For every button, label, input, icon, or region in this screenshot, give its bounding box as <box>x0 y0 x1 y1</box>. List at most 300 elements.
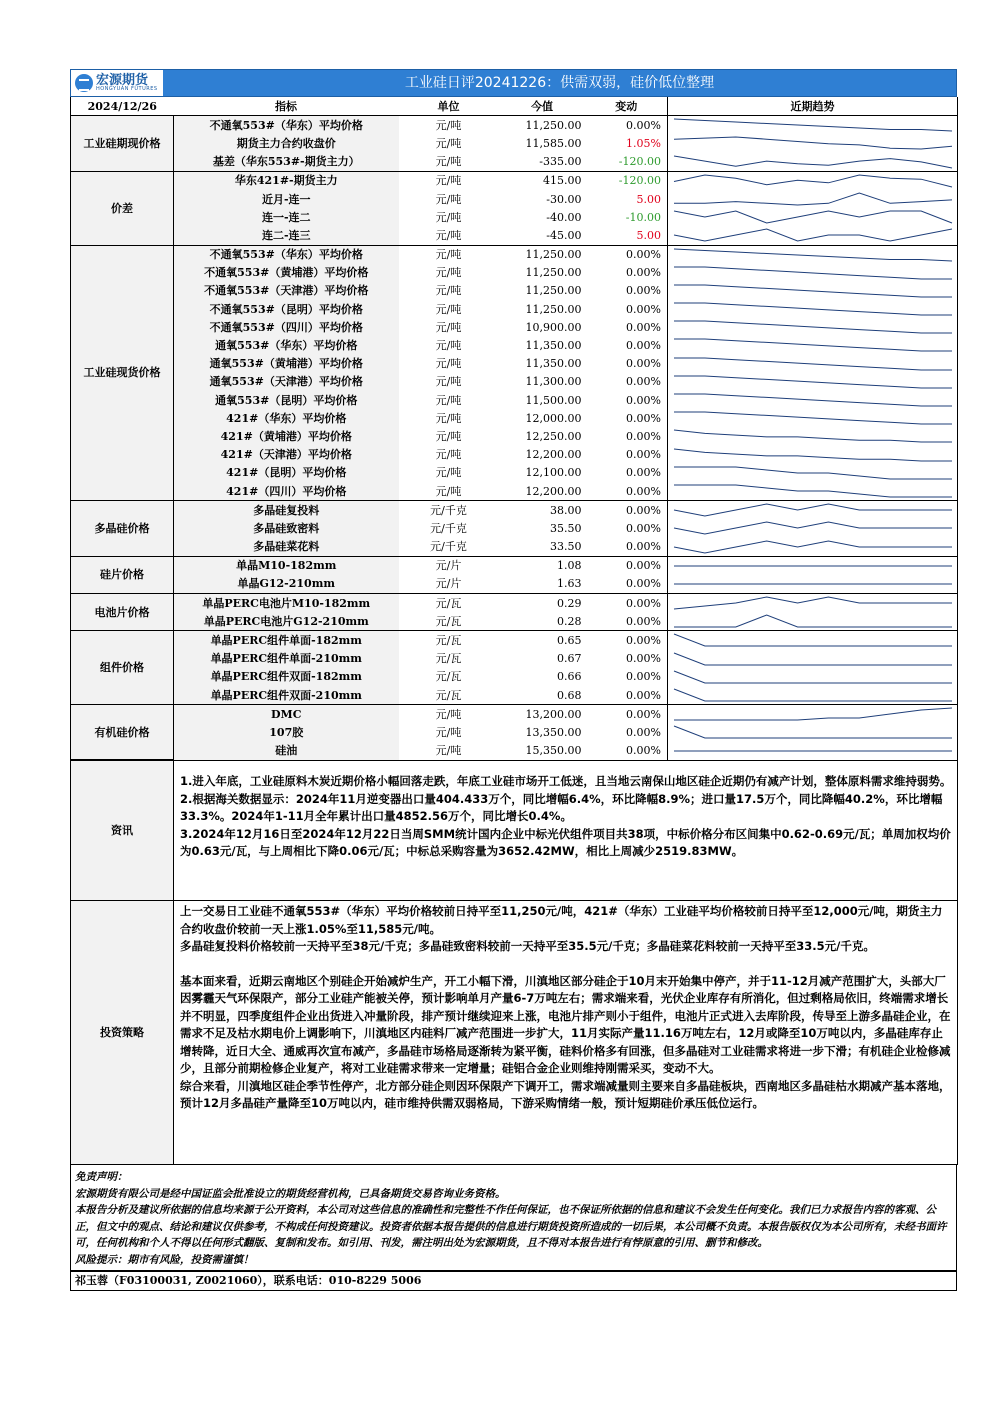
value-cell: 33.50 <box>550 540 582 554</box>
value-cell: 11,250.00 <box>525 302 582 316</box>
table-row <box>71 575 958 594</box>
value-cell: 35.50 <box>550 521 582 535</box>
table-row <box>71 446 958 464</box>
unit-cell: 元/吨 <box>435 725 462 739</box>
change-cell: 0.00% <box>626 652 661 666</box>
change-cell: 0.00% <box>626 284 661 298</box>
sparkline-cell <box>668 318 958 336</box>
sparkline <box>668 300 958 318</box>
value-cell: 1.63 <box>557 577 582 591</box>
report-header <box>70 69 957 97</box>
unit-cell: 元/吨 <box>435 136 462 150</box>
value-cell: 0.65 <box>499 631 586 650</box>
indicator-name: 连二-连三 <box>174 226 399 245</box>
news-label: 资讯 <box>71 761 174 901</box>
sparkline-cell <box>668 594 958 613</box>
category-label: 工业硅现货价格 <box>71 245 174 501</box>
news-paragraph: 1.进入年底，工业硅原料木炭近期价格小幅回落走跌，年底工业硅市场开工低迷，且当地云南保山地区硅企近期仍有减产计划，整体原料需求维持弱势。 <box>180 774 952 789</box>
unit-cell: 元/吨 <box>399 116 499 135</box>
news-paragraph: 3.2024年12月16日至2024年12月22日当周SMM统计国内企业中标光伏组件项目共38项，中标价格分布区间集中0.62-0.69元/瓦；单周加权均价为0.63元/瓦，与上周相比下降0.06元/瓦；中标总采购容量为3652.42MW，相比上周减少2519.83MW。 <box>180 826 951 859</box>
sparkline-cell <box>668 226 958 245</box>
change-cell: 0.00% <box>626 744 661 758</box>
indicator-name: 421#（黄埔港）平均价格 <box>174 427 399 445</box>
sparkline-series <box>674 358 952 370</box>
change-cell: 0.00% <box>626 429 661 443</box>
change-cell: 0.00% <box>626 670 661 684</box>
change-cell: 0.00% <box>586 631 668 650</box>
value-cell: 12,250.00 <box>525 429 582 443</box>
value-cell: -30.00 <box>546 192 582 206</box>
unit-cell: 元/吨 <box>435 228 462 242</box>
disclaimer <box>70 1165 957 1271</box>
table-row <box>71 686 958 705</box>
indicator-name: 单晶PERC电池片M10-182mm <box>174 594 399 613</box>
col-change: 变动 <box>586 97 668 116</box>
value-cell: 10,900.00 <box>525 320 582 334</box>
sparkline <box>668 116 958 134</box>
change-cell: 0.00% <box>586 501 668 520</box>
unit-cell: 元/吨 <box>399 245 499 264</box>
table-row <box>71 300 958 318</box>
change-cell: 0.00% <box>626 393 661 407</box>
sparkline-series <box>674 321 952 333</box>
logo-icon <box>75 74 93 92</box>
value-cell: 0.28 <box>557 614 582 628</box>
table-row <box>71 171 958 190</box>
sparkline-cell <box>668 668 958 686</box>
change-cell: 0.00% <box>626 688 661 702</box>
sparkline-cell <box>668 190 958 208</box>
sparkline-cell <box>668 742 958 760</box>
sparkline-series <box>674 156 952 168</box>
indicator-name: 硅油 <box>174 742 399 760</box>
sparkline-cell <box>668 519 958 537</box>
indicator-name: 多晶硅致密料 <box>174 519 399 537</box>
unit-cell: 元/瓦 <box>435 688 462 702</box>
sparkline <box>668 190 958 208</box>
value-cell: 38.00 <box>499 501 586 520</box>
table-row <box>71 631 958 650</box>
sparkline <box>668 134 958 152</box>
sparkline <box>668 264 958 282</box>
indicator-name: 421#（四川）平均价格 <box>174 482 399 501</box>
disclaimer-line: 本报告分析及建议所依据的信息均来源于公开资料，本公司对这些信息的准确性和完整性不作任何保证，也不保证所依据的信息和建议不会发生任何变化。我们已力求报告内容的客观、公正，但文中的观点、结论和建议仅供参考，不构成任何投资建议。投资者依据本报告提供的信息进行期货投资所造成的一切后果，本公司概不负责。本报告版权仅为本公司所有，未经书面许可，任何机构和个人不得以任何形式翻版、复制和发布。如引用、刊发，需注明出处为宏源期货，且不得对本报告进行有悖原意的引用、删节和修改。 <box>75 1204 947 1250</box>
unit-cell: 元/片 <box>399 556 499 575</box>
change-cell: 0.00% <box>626 302 661 316</box>
sparkline <box>668 355 958 373</box>
unit-cell: 元/千克 <box>430 521 467 535</box>
table-row <box>71 723 958 741</box>
indicator-name: 不通氧553#（黄埔港）平均价格 <box>174 264 399 282</box>
strategy-label: 投资策略 <box>71 901 174 1165</box>
unit-cell: 元/吨 <box>435 429 462 443</box>
sparkline-series <box>674 137 952 149</box>
sparkline-series <box>674 449 952 461</box>
value-cell: 12,200.00 <box>525 484 582 498</box>
sparkline <box>668 482 958 500</box>
table-row <box>71 226 958 245</box>
table-row <box>71 501 958 520</box>
sparkline <box>668 538 958 556</box>
table-row <box>71 116 958 135</box>
sparkline-cell <box>668 264 958 282</box>
value-cell: 15,350.00 <box>525 744 582 758</box>
sparkline-cell <box>668 300 958 318</box>
indicator-name: 单晶PERC组件双面-210mm <box>174 686 399 705</box>
indicator-name: 通氧553#（黄埔港）平均价格 <box>174 355 399 373</box>
unit-cell: 元/吨 <box>435 744 462 758</box>
sparkline <box>668 391 958 409</box>
table-row <box>71 650 958 668</box>
unit-cell: 元/吨 <box>435 375 462 389</box>
change-cell: 0.00% <box>626 614 661 628</box>
sparkline-series <box>674 303 952 315</box>
change-cell: 0.00% <box>586 116 668 135</box>
sparkline <box>668 519 958 537</box>
indicator-name: 通氧553#（华东）平均价格 <box>174 336 399 354</box>
sparkline <box>668 464 958 482</box>
unit-cell: 元/吨 <box>399 705 499 724</box>
sparkline-series <box>674 119 952 131</box>
table-row <box>71 612 958 631</box>
change-cell: -120.00 <box>618 155 661 169</box>
change-cell: 5.00 <box>636 192 661 206</box>
change-cell: 0.00% <box>586 245 668 264</box>
sparkline-series <box>674 671 952 683</box>
disclaimer-line: 宏源期货有限公司是经中国证监会批准设立的期货经营机构，已具备期货交易咨询业务资格。 <box>75 1187 506 1200</box>
sparkline-cell <box>668 355 958 373</box>
col-trend: 近期趋势 <box>668 97 958 116</box>
table-row <box>71 556 958 575</box>
table-row <box>71 282 958 300</box>
table-row <box>71 594 958 613</box>
sparkline-cell <box>668 556 958 575</box>
change-cell: 0.00% <box>626 448 661 462</box>
value-cell: 0.67 <box>557 652 582 666</box>
indicator-name: 421#（昆明）平均价格 <box>174 464 399 482</box>
table-row <box>71 318 958 336</box>
value-cell: 0.29 <box>499 594 586 613</box>
indicator-name: 421#（天津港）平均价格 <box>174 446 399 464</box>
sparkline-cell <box>668 409 958 427</box>
table-row <box>71 355 958 373</box>
indicator-name: 华东421#-期货主力 <box>174 171 399 190</box>
news-paragraph: 2.根据海关数据显示：2024年11月逆变器出口量404.433万个，同比增幅6.4%，环比降幅8.9%；进口量17.5万个，同比降幅40.2%，环比增幅33.3%。2024年1-11月全年累计出口量4852.56万个，同比增长0.4%。 <box>180 791 943 824</box>
sparkline-cell <box>668 336 958 354</box>
unit-cell: 元/吨 <box>435 320 462 334</box>
unit-cell: 元/吨 <box>435 339 462 353</box>
sparkline-cell <box>668 373 958 391</box>
sparkline <box>668 668 958 686</box>
sparkline-cell <box>668 446 958 464</box>
indicator-name: 多晶硅菜花料 <box>174 538 399 557</box>
col-indicator: 指标 <box>174 97 399 116</box>
change-cell: 0.00% <box>626 411 661 425</box>
indicator-name: 单晶PERC组件单面-210mm <box>174 650 399 668</box>
change-cell: 0.00% <box>626 266 661 280</box>
table-row <box>71 336 958 354</box>
strategy-paragraph: 基本面来看，近期云南地区个别硅企开始减炉生产，开工小幅下滑，川滇地区部分硅企于10月末开始集中停产，并于11-12月减产范围扩大，头部大厂因雾霾天气环保限产，部分工业硅产能被关停，预计影响单月产量6-7万吨左右；需求端来看，光伏企业库存有所消化，但过剩格局依旧，终端需求增长并不明显，四季度组件企业出货进入冲量阶段，排产预计继续迎来上涨，电池片排产则小于组件，电池片正式进入去库阶段，传导至上游多晶硅企业，在需求不足及枯水期电价上调影响下，川滇地区内硅料厂减产范围进一步扩大，11月实际产量11.16万吨左右，12月或降至10万吨以内，多晶硅库存止增转降，近日大全、通威再次宣布减产，多晶硅市场格局逐渐转为紧平衡，硅料价格多有回涨，但多晶硅对工业硅需求将进一步下滑；有机硅企业检修减少，且部分前期检修企业复产，将对工业硅需求带来一定增量；硅铝合金企业则维持刚需采买，变动不大。 <box>180 973 951 1076</box>
sparkline-series <box>674 249 952 261</box>
sparkline <box>668 373 958 391</box>
value-cell: 13,350.00 <box>525 725 582 739</box>
value-cell: 12,200.00 <box>525 448 582 462</box>
indicator-name: DMC <box>174 705 399 724</box>
unit-cell: 元/吨 <box>435 302 462 316</box>
value-cell: 1.08 <box>499 556 586 575</box>
sparkline <box>668 631 958 649</box>
sparkline <box>668 246 958 264</box>
indicator-name: 多晶硅复投料 <box>174 501 399 520</box>
news-row <box>71 761 958 901</box>
logo-en: HONGYUAN FUTURES <box>96 86 158 92</box>
unit-cell: 元/吨 <box>435 284 462 298</box>
change-cell: -120.00 <box>586 171 668 190</box>
category-label: 硅片价格 <box>71 556 174 593</box>
indicator-name: 不通氧553#（天津港）平均价格 <box>174 282 399 300</box>
unit-cell: 元/瓦 <box>399 594 499 613</box>
sparkline-cell <box>668 650 958 668</box>
indicator-name: 基差（华东553#-期货主力） <box>174 153 399 172</box>
indicator-name: 不通氧553#（昆明）平均价格 <box>174 300 399 318</box>
sparkline-series <box>674 229 952 241</box>
price-table <box>70 97 958 760</box>
sparkline-cell <box>668 482 958 501</box>
indicator-name: 通氧553#（昆明）平均价格 <box>174 391 399 409</box>
indicator-name: 421#（华东）平均价格 <box>174 409 399 427</box>
change-cell: 0.00% <box>626 357 661 371</box>
sparkline-cell <box>668 171 958 190</box>
sparkline-series <box>674 634 952 646</box>
table-row <box>71 427 958 445</box>
change-cell: 0.00% <box>626 540 661 554</box>
value-cell: 415.00 <box>499 171 586 190</box>
category-label: 组件价格 <box>71 631 174 705</box>
sparkline-cell <box>668 116 958 135</box>
sparkline <box>668 446 958 464</box>
change-cell: 0.00% <box>586 556 668 575</box>
sparkline-cell <box>668 391 958 409</box>
sparkline <box>668 282 958 300</box>
category-label: 价差 <box>71 171 174 245</box>
sparkline <box>668 336 958 354</box>
sparkline-series <box>674 211 952 223</box>
change-cell: 5.00 <box>636 228 661 242</box>
value-cell: 11,350.00 <box>525 339 582 353</box>
sparkline-series <box>674 504 952 516</box>
table-row <box>71 538 958 557</box>
indicator-name: 单晶M10-182mm <box>174 556 399 575</box>
sparkline-cell <box>668 723 958 741</box>
value-cell: -45.00 <box>546 228 582 242</box>
value-cell: -40.00 <box>546 210 582 224</box>
table-row <box>71 409 958 427</box>
sparkline-series <box>674 267 952 279</box>
sparkline-series <box>674 541 952 553</box>
sparkline <box>668 501 958 519</box>
unit-cell: 元/吨 <box>435 484 462 498</box>
value-cell: 11,350.00 <box>525 357 582 371</box>
report-sheet <box>70 69 957 1291</box>
sparkline-series <box>674 394 952 406</box>
table-row <box>71 464 958 482</box>
unit-cell: 元/吨 <box>435 266 462 280</box>
sparkline-series <box>674 430 952 442</box>
unit-cell: 元/吨 <box>435 393 462 407</box>
change-cell: 0.00% <box>626 320 661 334</box>
sparkline <box>668 427 958 445</box>
sparkline-cell <box>668 705 958 724</box>
indicator-name: 不通氧553#（华东）平均价格 <box>174 245 399 264</box>
sparkline-cell <box>668 427 958 445</box>
indicator-name: 通氧553#（天津港）平均价格 <box>174 373 399 391</box>
unit-cell: 元/瓦 <box>435 670 462 684</box>
change-cell: 0.00% <box>586 594 668 613</box>
table-row <box>71 153 958 172</box>
sparkline <box>668 172 958 190</box>
sparkline-cell <box>668 464 958 482</box>
report-date: 2024/12/26 <box>71 97 174 116</box>
unit-cell: 元/千克 <box>430 540 467 554</box>
unit-cell: 元/吨 <box>435 155 462 169</box>
sparkline <box>668 318 958 336</box>
sparkline-cell <box>668 631 958 650</box>
sparkline-series <box>674 615 952 627</box>
text-table <box>70 760 958 1165</box>
disclaimer-title: 免责声明： <box>75 1171 128 1184</box>
indicator-name: 107胶 <box>174 723 399 741</box>
unit-cell: 元/吨 <box>435 357 462 371</box>
sparkline <box>668 226 958 244</box>
value-cell: 11,585.00 <box>525 136 582 150</box>
sparkline <box>668 612 958 630</box>
sparkline-cell <box>668 245 958 264</box>
change-cell: 0.00% <box>626 339 661 353</box>
sparkline-series <box>674 708 952 720</box>
sparkline-cell <box>668 612 958 631</box>
table-row <box>71 705 958 724</box>
table-row <box>71 208 958 226</box>
unit-cell: 元/吨 <box>435 411 462 425</box>
indicator-name: 不通氧553#（四川）平均价格 <box>174 318 399 336</box>
change-cell: 0.00% <box>586 705 668 724</box>
sparkline-series <box>674 339 952 351</box>
change-cell: 0.00% <box>626 725 661 739</box>
indicator-name: 单晶PERC组件单面-182mm <box>174 631 399 650</box>
sparkline-series <box>674 689 952 701</box>
value-cell: -335.00 <box>539 155 582 169</box>
indicator-name: 近月-连一 <box>174 190 399 208</box>
strategy-body <box>174 901 958 1165</box>
value-cell: 0.68 <box>557 688 582 702</box>
unit-cell: 元/吨 <box>435 466 462 480</box>
sparkline <box>668 557 958 575</box>
strategy-paragraph: 上一交易日工业硅不通氧553#（华东）平均价格较前日持平至11,250元/吨，421#（华东）工业硅平均价格较前日持平至12,000元/吨，期货主力合约收盘价较前一天上涨1.05%至11,585元/吨。 <box>180 904 943 936</box>
sparkline-cell <box>668 208 958 226</box>
change-cell: 0.00% <box>626 375 661 389</box>
sparkline-series <box>674 597 952 609</box>
value-cell: 11,250.00 <box>525 284 582 298</box>
category-label: 有机硅价格 <box>71 705 174 760</box>
unit-cell: 元/吨 <box>435 448 462 462</box>
unit-cell: 元/吨 <box>399 171 499 190</box>
sparkline <box>668 686 958 704</box>
category-label: 工业硅期现价格 <box>71 116 174 172</box>
table-header-row <box>71 97 958 116</box>
sparkline <box>668 705 958 723</box>
sparkline-cell <box>668 282 958 300</box>
table-row <box>71 519 958 537</box>
sparkline-series <box>674 653 952 665</box>
sparkline-series <box>674 726 952 738</box>
sparkline-cell <box>668 153 958 172</box>
indicator-name: 单晶PERC电池片G12-210mm <box>174 612 399 631</box>
company-logo <box>71 70 163 96</box>
sparkline <box>668 575 958 593</box>
table-row <box>71 742 958 760</box>
value-cell: 12,000.00 <box>525 411 582 425</box>
col-value: 今值 <box>499 97 586 116</box>
sparkline-series <box>674 376 952 388</box>
strategy-paragraph <box>180 956 953 973</box>
table-row <box>71 391 958 409</box>
table-row <box>71 482 958 501</box>
unit-cell: 元/片 <box>435 577 462 591</box>
sparkline-cell <box>668 538 958 557</box>
value-cell: 13,200.00 <box>499 705 586 724</box>
category-label: 电池片价格 <box>71 594 174 631</box>
sparkline <box>668 650 958 668</box>
value-cell: 12,100.00 <box>525 466 582 480</box>
sparkline <box>668 742 958 760</box>
category-label: 多晶硅价格 <box>71 501 174 557</box>
disclaimer-line: 风险提示：期市有风险，投资需谨慎！ <box>75 1253 254 1266</box>
unit-cell: 元/瓦 <box>435 652 462 666</box>
table-row <box>71 134 958 152</box>
unit-cell: 元/吨 <box>435 210 462 224</box>
sparkline <box>668 594 958 612</box>
value-cell: 11,250.00 <box>499 245 586 264</box>
sparkline-series <box>674 522 952 534</box>
change-cell: 1.05% <box>626 136 661 150</box>
strategy-paragraph: 综合来看，川滇地区硅企季节性停产，北方部分硅企则因环保限产下调开工，需求端减量则主要来自多晶硅板块，西南地区多晶硅枯水期减产基本落地，预计12月多晶硅产量降至10万吨以内，硅市维持供需双弱格局，下游采购情绪一般，预计短期硅价承压低位运行。 <box>180 1078 951 1111</box>
value-cell: 11,250.00 <box>525 266 582 280</box>
indicator-name: 连一-连二 <box>174 208 399 226</box>
strategy-paragraph: 多晶硅复投料价格较前一天持平至38元/千克；多晶硅致密料较前一天持平至35.5元/千克；多晶硅菜花料较前一天持平至33.5元/千克。 <box>180 939 875 954</box>
sparkline-series <box>674 285 952 297</box>
unit-cell: 元/瓦 <box>435 614 462 628</box>
sparkline <box>668 409 958 427</box>
sparkline-cell <box>668 134 958 152</box>
change-cell: 0.00% <box>626 577 661 591</box>
sparkline-series <box>674 412 952 424</box>
sparkline-cell <box>668 686 958 705</box>
unit-cell: 元/瓦 <box>399 631 499 650</box>
value-cell: 11,300.00 <box>525 375 582 389</box>
table-row <box>71 245 958 264</box>
news-body <box>174 761 958 901</box>
change-cell: 0.00% <box>626 466 661 480</box>
logo-cn: 宏源期货 <box>96 73 149 88</box>
report-title: 工业硅日评20241226：供需双弱，硅价低位整理 <box>404 75 715 91</box>
change-cell: 0.00% <box>626 521 661 535</box>
sparkline-cell <box>668 575 958 594</box>
indicator-name: 期货主力合约收盘价 <box>174 134 399 152</box>
value-cell: 0.66 <box>557 670 582 684</box>
indicator-name: 不通氧553#（华东）平均价格 <box>174 116 399 135</box>
change-cell: 0.00% <box>626 484 661 498</box>
change-cell: -10.00 <box>625 210 661 224</box>
